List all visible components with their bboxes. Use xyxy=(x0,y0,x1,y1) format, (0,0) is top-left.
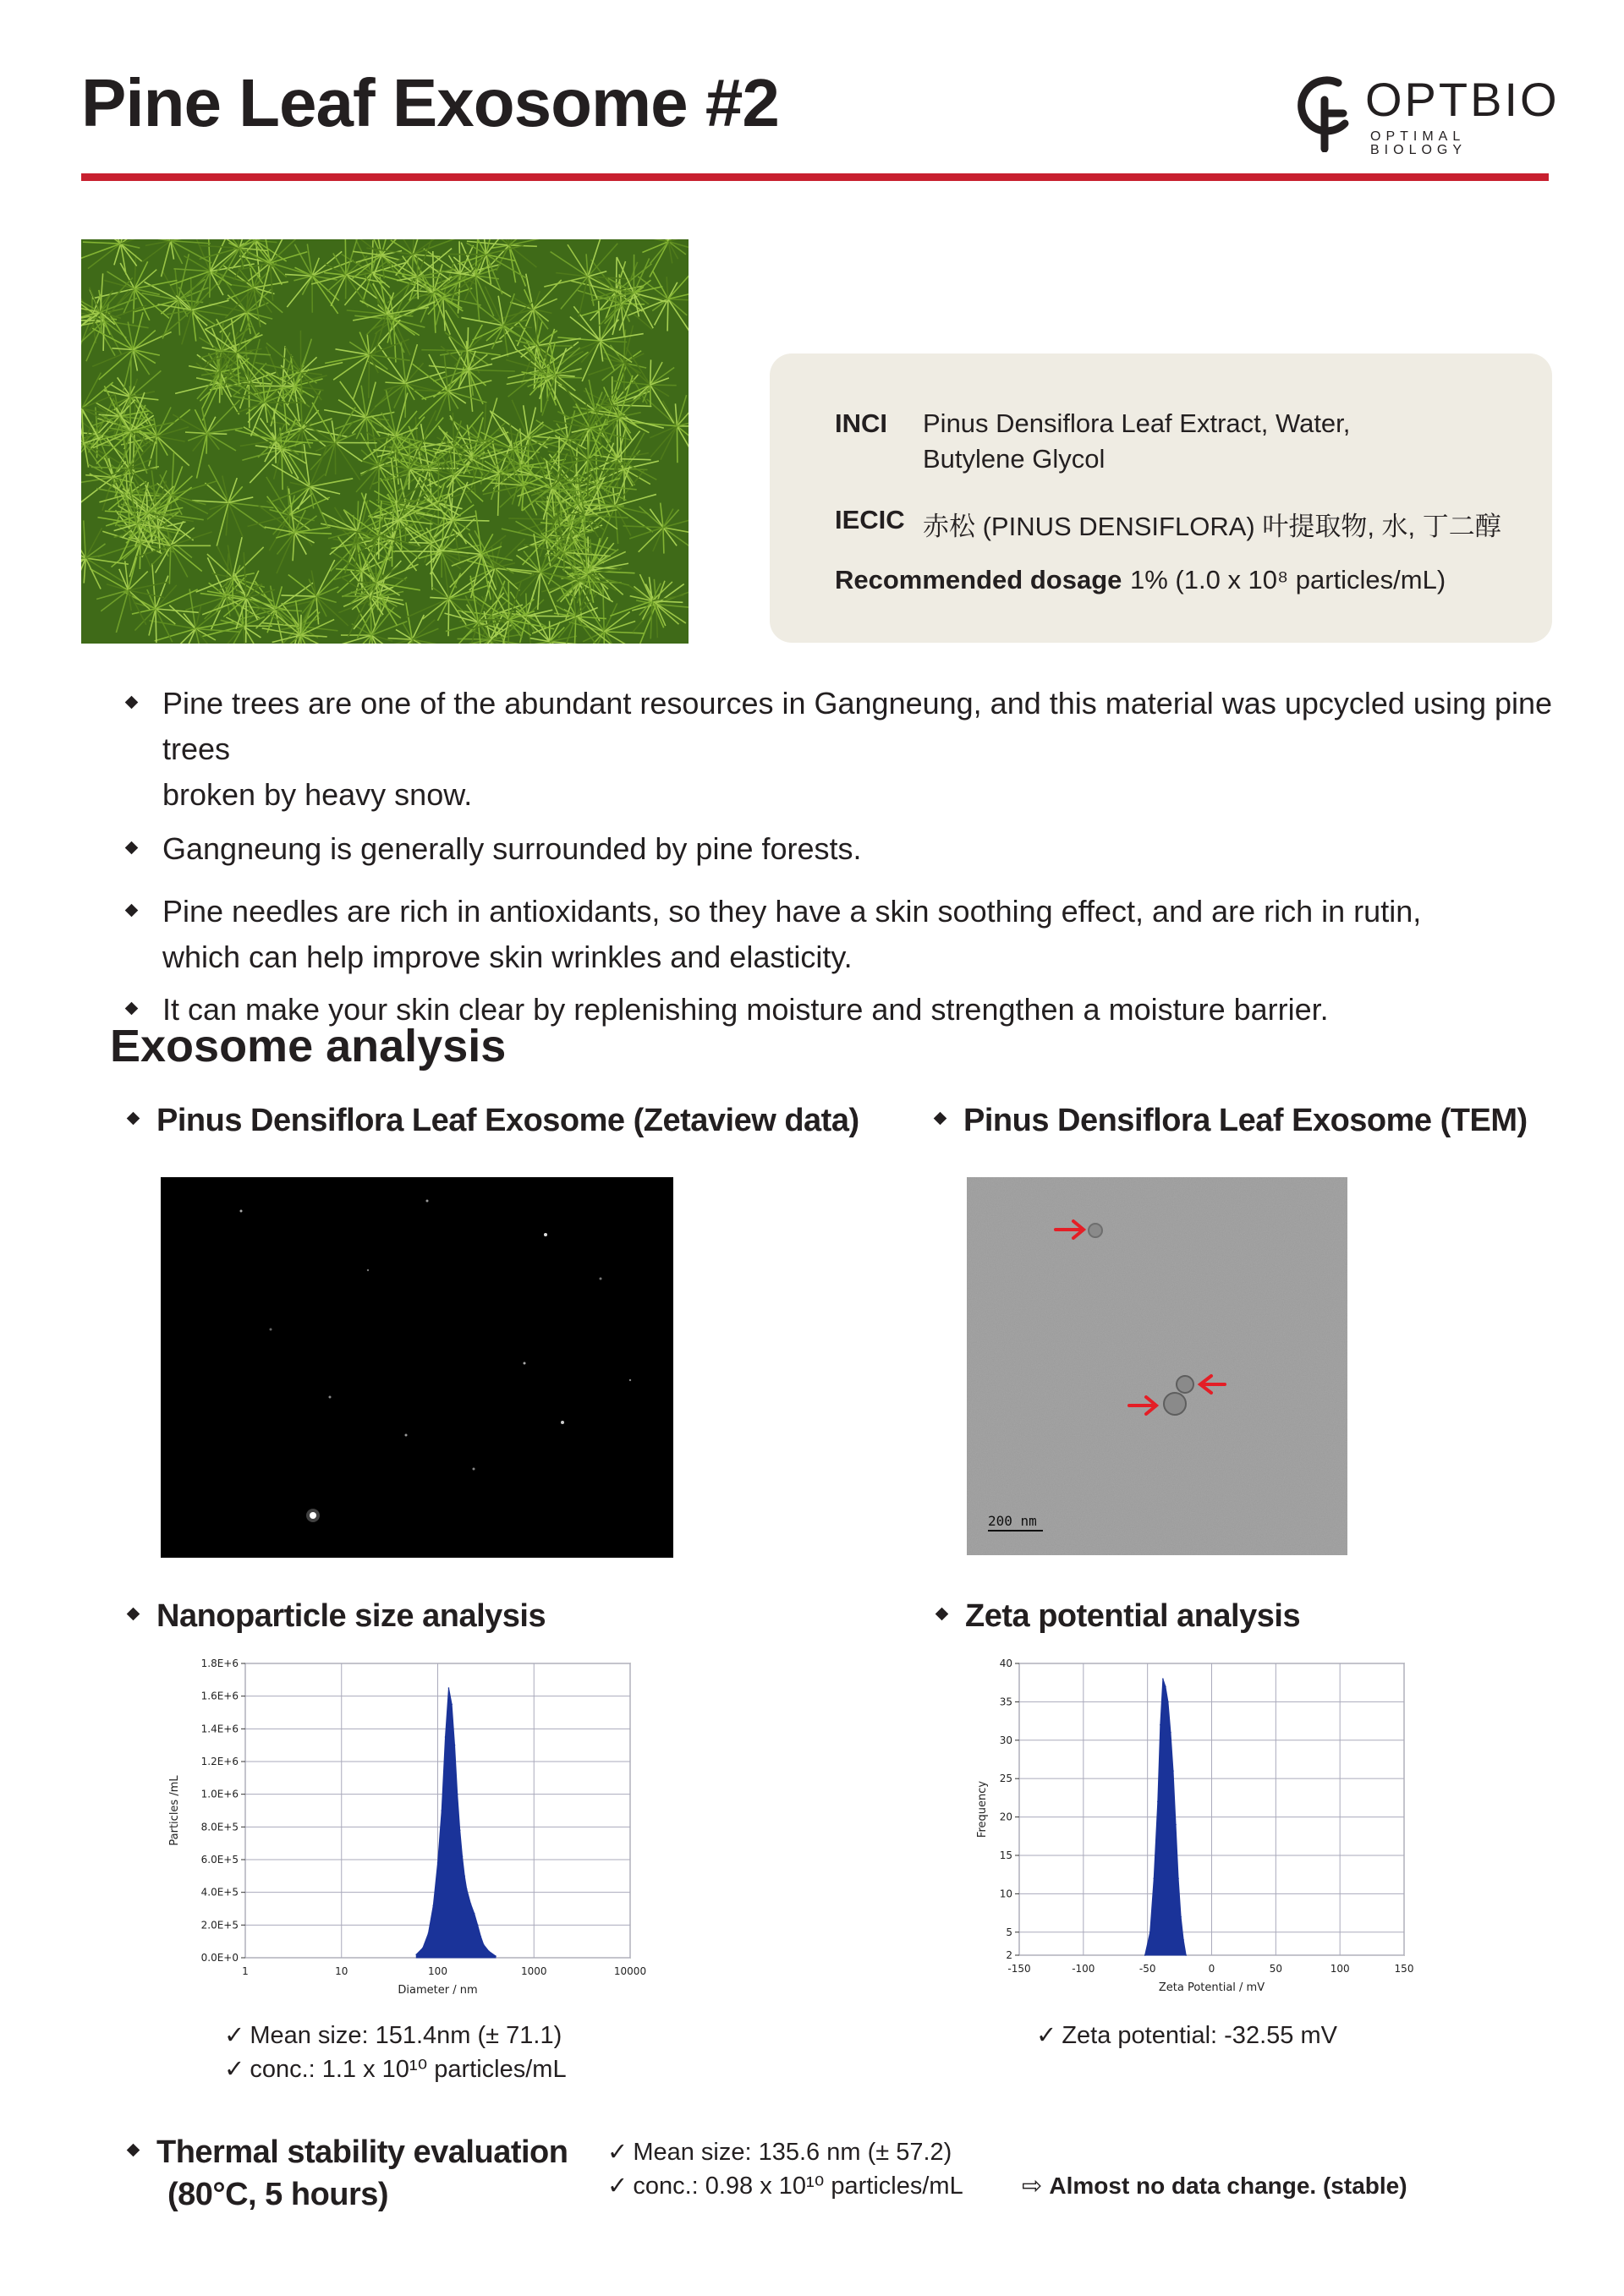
y-tick-label: 2 xyxy=(1006,1949,1012,1961)
iecic-label: IECIC xyxy=(835,505,905,534)
size-mean: Mean size: 151.4nm (± 71.1) xyxy=(250,2022,562,2049)
data-point xyxy=(477,1925,479,1926)
data-point xyxy=(480,1936,482,1937)
brand-name: OPTBIO xyxy=(1365,73,1560,126)
y-tick-label: 4.0E+5 xyxy=(200,1886,239,1899)
y-tick-label: 20 xyxy=(999,1811,1012,1823)
size-analysis-heading: Nanoparticle size analysis xyxy=(129,1600,546,1632)
data-point xyxy=(445,1736,447,1738)
inci-value-line2: Butylene Glycol xyxy=(923,444,1106,474)
data-point xyxy=(1180,1916,1182,1918)
bullet-text: Gangneung is generally surrounded by pine forests. xyxy=(162,831,862,866)
data-point xyxy=(451,1704,453,1706)
x-tick-label: 1 xyxy=(242,1965,249,1977)
data-point xyxy=(428,1932,430,1934)
data-point xyxy=(459,1829,461,1831)
optbio-logo-icon xyxy=(1294,74,1353,152)
bullet-text: Pine needles are rich in antioxidants, so they have a skin soothing effect, and are rich in rutin, xyxy=(162,894,1422,929)
data-point xyxy=(448,1687,450,1689)
data-point xyxy=(1153,1877,1155,1879)
checkmark-icon: ✓ xyxy=(224,2056,245,2083)
header-divider xyxy=(81,173,1549,181)
thermal-mean: Mean size: 135.6 nm (± 57.2) xyxy=(633,2139,952,2166)
product-info-box xyxy=(770,353,1552,643)
dosage-label: Recommended dosage xyxy=(835,565,1122,595)
size-results xyxy=(224,2019,567,2086)
x-tick-label: 10000 xyxy=(613,1965,647,1977)
x-tick-label: -50 xyxy=(1138,1963,1156,1975)
data-point xyxy=(1162,1678,1164,1680)
data-point xyxy=(466,1888,468,1890)
diamond-bullet-icon xyxy=(125,841,139,855)
bullet-text: It can make your skin clear by replenishing moisture and strengthen a moisture barrier. xyxy=(162,992,1329,1027)
diamond-bullet-icon xyxy=(125,1002,139,1016)
bullet-text: which can help improve skin wrinkles and elasticity. xyxy=(162,940,853,974)
size-conc: conc.: 1.1 x 10¹⁰ particles/mL xyxy=(250,2056,567,2083)
diamond-bullet-icon xyxy=(127,2144,140,2157)
arrow-right-icon: ⇨ xyxy=(1022,2173,1043,2200)
zeta-potential-chart xyxy=(964,1653,1421,2000)
page-title: Pine Leaf Exosome #2 xyxy=(81,65,779,140)
brand-tagline: OPTIMAL BIOLOGY xyxy=(1370,129,1468,157)
inci-value-line1: Pinus Densiflora Leaf Extract, Water, xyxy=(923,408,1351,438)
bullet-item xyxy=(118,889,1607,980)
y-tick-label: 1.6E+6 xyxy=(200,1690,239,1702)
data-point xyxy=(415,1954,417,1955)
x-tick-label: -150 xyxy=(1007,1963,1031,1975)
data-point xyxy=(1144,1954,1146,1956)
y-tick-label: 35 xyxy=(999,1696,1012,1708)
y-tick-label: 30 xyxy=(999,1734,1012,1746)
inci-label: INCI xyxy=(835,408,887,438)
thermal-results xyxy=(607,2135,963,2203)
section-title: Exosome analysis xyxy=(110,1021,507,1071)
data-point xyxy=(464,1876,465,1877)
x-tick-label: 10 xyxy=(335,1965,348,1977)
x-tick-label: 100 xyxy=(428,1965,447,1977)
y-axis-label: Frequency xyxy=(976,1780,989,1838)
data-point xyxy=(1177,1877,1179,1879)
brand-logo xyxy=(1294,73,1560,157)
y-axis-label: Particles /mL xyxy=(168,1775,181,1846)
zeta-results xyxy=(1036,2019,1337,2052)
tem-heading: Pinus Densiflora Leaf Exosome (TEM) xyxy=(935,1104,1528,1137)
y-tick-label: 0.0E+0 xyxy=(200,1952,239,1964)
data-point xyxy=(495,1955,497,1957)
y-tick-label: 1.8E+6 xyxy=(200,1658,239,1669)
thermal-heading: Thermal stability evaluation (80°C, 5 hours) xyxy=(129,2131,568,2216)
data-point xyxy=(474,1913,475,1915)
diamond-bullet-icon xyxy=(934,1112,947,1126)
data-point xyxy=(1165,1685,1166,1687)
data-point xyxy=(1185,1954,1187,1956)
checkmark-icon: ✓ xyxy=(607,2173,628,2200)
x-tick-label: 50 xyxy=(1269,1963,1282,1975)
x-tick-label: 0 xyxy=(1208,1963,1215,1975)
diamond-bullet-icon xyxy=(127,1112,140,1126)
diamond-bullet-icon xyxy=(127,1608,140,1621)
y-tick-label: 40 xyxy=(999,1658,1012,1669)
data-point xyxy=(470,1903,472,1904)
tem-image xyxy=(967,1177,1347,1555)
data-point xyxy=(462,1855,464,1857)
x-tick-label: 100 xyxy=(1330,1963,1350,1975)
dosage-value: 1% (1.0 x 10⁸ particles/mL) xyxy=(1130,565,1446,595)
y-tick-label: 25 xyxy=(999,1773,1012,1785)
x-tick-label: 150 xyxy=(1394,1963,1414,1975)
data-point xyxy=(1167,1701,1169,1703)
bullet-text: broken by heavy snow. xyxy=(162,777,473,812)
data-point xyxy=(454,1745,456,1746)
y-tick-label: 15 xyxy=(999,1849,1012,1861)
iecic-value: 赤松 (PINUS DENSIFLORA) 叶提取物, 水, 丁二醇 xyxy=(923,512,1501,541)
x-tick-label: -100 xyxy=(1072,1963,1095,1975)
data-point xyxy=(1160,1724,1161,1726)
y-tick-label: 8.0E+5 xyxy=(200,1821,239,1833)
y-tick-label: 6.0E+5 xyxy=(200,1854,239,1866)
data-point xyxy=(488,1950,490,1952)
diamond-bullet-icon xyxy=(935,1608,949,1621)
bullet-item xyxy=(118,681,1607,818)
checkmark-icon: ✓ xyxy=(224,2022,245,2049)
data-point xyxy=(1149,1932,1151,1933)
x-axis-label: Diameter / nm xyxy=(398,1984,478,1997)
data-point xyxy=(1170,1732,1171,1734)
data-point xyxy=(483,1944,485,1946)
zeta-value: Zeta potential: -32.55 mV xyxy=(1062,2022,1337,2049)
zetaview-heading: Pinus Densiflora Leaf Exosome (Zetaview data) xyxy=(129,1104,859,1137)
bullet-text: Pine trees are one of the abundant resources in Gangneung, and this material was upcycled using pine trees xyxy=(162,686,1553,766)
zetaview-image xyxy=(161,1177,673,1558)
nanoparticle-size-chart xyxy=(161,1653,651,2000)
feature-bullets xyxy=(118,681,1607,1033)
y-tick-label: 1.2E+6 xyxy=(200,1756,239,1767)
data-point xyxy=(1172,1770,1174,1772)
diamond-bullet-icon xyxy=(125,696,139,710)
y-tick-label: 1.4E+6 xyxy=(200,1723,239,1735)
data-point xyxy=(457,1794,458,1795)
y-tick-label: 1.0E+6 xyxy=(200,1788,239,1800)
data-point xyxy=(422,1948,424,1949)
data-point xyxy=(437,1862,439,1864)
data-point xyxy=(1175,1824,1177,1826)
tem-scale-label: 200 nm xyxy=(988,1513,1037,1529)
y-tick-label: 10 xyxy=(999,1888,1012,1900)
checkmark-icon: ✓ xyxy=(607,2139,628,2166)
x-tick-label: 1000 xyxy=(520,1965,547,1977)
x-axis-label: Zeta Potential / mV xyxy=(1158,1981,1265,1994)
data-point xyxy=(1182,1939,1184,1941)
data-point xyxy=(432,1904,434,1906)
data-point xyxy=(441,1810,442,1811)
y-tick-label: 5 xyxy=(1006,1926,1012,1938)
thermal-conc: conc.: 0.98 x 10¹⁰ particles/mL xyxy=(633,2173,963,2200)
zeta-analysis-heading: Zeta potential analysis xyxy=(937,1600,1300,1632)
diamond-bullet-icon xyxy=(125,904,139,918)
y-tick-label: 2.0E+5 xyxy=(200,1919,239,1932)
pine-leaf-photo xyxy=(81,239,689,644)
checkmark-icon: ✓ xyxy=(1036,2022,1057,2049)
data-point xyxy=(1157,1801,1159,1803)
thermal-conclusion: ⇨ Almost no data change. (stable) xyxy=(1022,2173,1407,2200)
bullet-item xyxy=(118,826,1607,872)
